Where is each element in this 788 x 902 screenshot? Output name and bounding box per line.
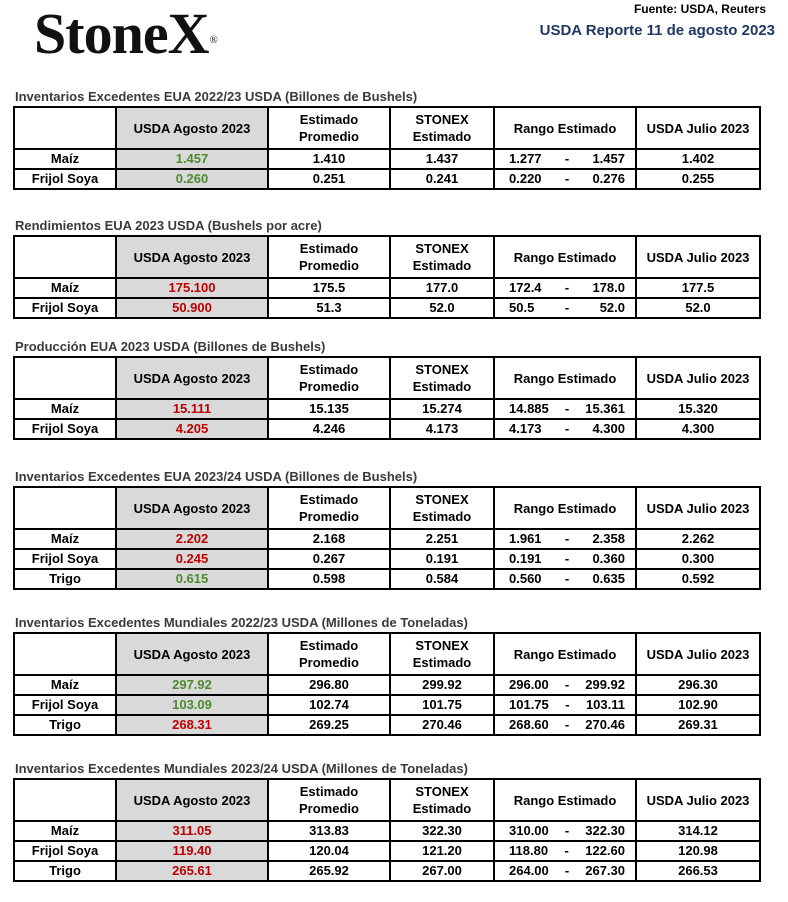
range-separator: - (564, 421, 570, 436)
value-stonex: 322.30 (390, 821, 494, 841)
header-stonex-estimado: STONEX Estimado (390, 487, 494, 529)
data-table (13, 356, 761, 440)
value-estimado-promedio: 120.04 (268, 841, 390, 861)
row-label: Trigo (14, 569, 116, 589)
value-estimado-promedio: 0.267 (268, 549, 390, 569)
value-rango (494, 419, 636, 439)
range-high: 122.60 (585, 843, 625, 858)
range-low: 1.961 (509, 531, 542, 546)
range-low: 0.560 (509, 571, 542, 586)
range-high: 0.635 (592, 571, 625, 586)
table-row (14, 529, 760, 549)
value-usda-agosto: 119.40 (116, 841, 268, 861)
range-separator: - (564, 823, 570, 838)
header-usda-julio: USDA Julio 2023 (636, 357, 760, 399)
section-title: Inventarios Excedentes Mundiales 2022/23 USDA (Millones de Toneladas) (15, 615, 468, 630)
table-row (14, 549, 760, 569)
header-rango-estimado: Rango Estimado (494, 236, 636, 278)
range-separator: - (564, 280, 570, 295)
value-usda-agosto: 1.457 (116, 149, 268, 169)
header-row (14, 236, 760, 278)
value-usda-agosto: 15.111 (116, 399, 268, 419)
range-low: 268.60 (509, 717, 549, 732)
value-stonex: 177.0 (390, 278, 494, 298)
table-row (14, 298, 760, 318)
value-usda-julio: 15.320 (636, 399, 760, 419)
value-rango (494, 169, 636, 189)
header-stonex-estimado: STONEX Estimado (390, 633, 494, 675)
range-separator: - (564, 677, 570, 692)
header-estimado-promedio: Estimado Promedio (268, 487, 390, 529)
header-usda-julio: USDA Julio 2023 (636, 107, 760, 149)
value-usda-julio: 0.255 (636, 169, 760, 189)
value-usda-agosto: 268.31 (116, 715, 268, 735)
registered-mark: ® (209, 34, 217, 46)
row-label: Maíz (14, 675, 116, 695)
value-usda-agosto: 265.61 (116, 861, 268, 881)
header-stonex-estimado: STONEX Estimado (390, 779, 494, 821)
table-row (14, 675, 760, 695)
header-usda-agosto: USDA Agosto 2023 (116, 779, 268, 821)
header-empty-cell (14, 357, 116, 399)
value-estimado-promedio: 2.168 (268, 529, 390, 549)
range-low: 0.220 (509, 171, 542, 186)
value-rango (494, 149, 636, 169)
report-section (13, 88, 761, 190)
data-table (13, 632, 761, 736)
value-estimado-promedio: 0.598 (268, 569, 390, 589)
header-empty-cell (14, 487, 116, 529)
value-rango (494, 675, 636, 695)
value-estimado-promedio: 313.83 (268, 821, 390, 841)
section-title: Rendimientos EUA 2023 USDA (Bushels por acre) (15, 218, 322, 233)
value-usda-julio: 269.31 (636, 715, 760, 735)
value-rango (494, 841, 636, 861)
value-usda-julio: 52.0 (636, 298, 760, 318)
header-stonex-estimado: STONEX Estimado (390, 357, 494, 399)
header-usda-julio: USDA Julio 2023 (636, 236, 760, 278)
value-usda-julio: 266.53 (636, 861, 760, 881)
value-rango (494, 821, 636, 841)
range-high: 0.360 (592, 551, 625, 566)
row-label: Maíz (14, 149, 116, 169)
table-row (14, 715, 760, 735)
header-estimado-promedio: Estimado Promedio (268, 633, 390, 675)
value-stonex: 0.584 (390, 569, 494, 589)
header-usda-agosto: USDA Agosto 2023 (116, 357, 268, 399)
row-label: Maíz (14, 399, 116, 419)
source-note: Fuente: USDA, Reuters (633, 2, 766, 16)
report-section (13, 468, 761, 590)
value-usda-agosto: 297.92 (116, 675, 268, 695)
header-rango-estimado: Rango Estimado (494, 107, 636, 149)
row-label: Frijol Soya (14, 841, 116, 861)
value-estimado-promedio: 265.92 (268, 861, 390, 881)
range-low: 118.80 (509, 843, 549, 858)
header-rango-estimado: Rango Estimado (494, 779, 636, 821)
data-table (13, 106, 761, 190)
range-separator: - (564, 717, 570, 732)
table-row (14, 399, 760, 419)
value-stonex: 101.75 (390, 695, 494, 715)
range-high: 103.11 (585, 697, 625, 712)
value-rango (494, 569, 636, 589)
value-usda-agosto: 4.205 (116, 419, 268, 439)
logo-text: StoneX (34, 1, 209, 66)
header-row (14, 357, 760, 399)
header-usda-agosto: USDA Agosto 2023 (116, 633, 268, 675)
table-row (14, 169, 760, 189)
header-usda-agosto: USDA Agosto 2023 (116, 236, 268, 278)
range-low: 101.75 (509, 697, 549, 712)
range-low: 1.277 (509, 151, 542, 166)
header-usda-julio: USDA Julio 2023 (636, 779, 760, 821)
section-title: Inventarios Excedentes EUA 2023/24 USDA (Billones de Bushels) (15, 469, 418, 484)
value-stonex: 0.241 (390, 169, 494, 189)
report-section (13, 338, 761, 440)
value-estimado-promedio: 296.80 (268, 675, 390, 695)
header-row (14, 107, 760, 149)
value-usda-agosto: 0.245 (116, 549, 268, 569)
range-low: 50.5 (509, 300, 535, 315)
data-table (13, 235, 761, 319)
header-usda-agosto: USDA Agosto 2023 (116, 487, 268, 529)
value-usda-julio: 296.30 (636, 675, 760, 695)
header-estimado-promedio: Estimado Promedio (268, 779, 390, 821)
value-usda-julio: 0.592 (636, 569, 760, 589)
range-separator: - (564, 571, 570, 586)
value-usda-julio: 102.90 (636, 695, 760, 715)
data-table (13, 486, 761, 590)
section-title: Producción EUA 2023 USDA (Billones de Bushels) (15, 339, 326, 354)
header-rango-estimado: Rango Estimado (494, 357, 636, 399)
range-separator: - (564, 843, 569, 858)
value-estimado-promedio: 1.410 (268, 149, 390, 169)
range-separator: - (565, 697, 570, 712)
range-low: 264.00 (509, 863, 549, 878)
row-label: Trigo (14, 715, 116, 735)
value-rango (494, 399, 636, 419)
header-row (14, 779, 760, 821)
report-section (13, 217, 761, 319)
range-separator: - (564, 531, 570, 546)
value-usda-julio: 177.5 (636, 278, 760, 298)
data-table (13, 778, 761, 882)
table-row (14, 821, 760, 841)
range-low: 4.173 (509, 421, 542, 436)
row-label: Frijol Soya (14, 695, 116, 715)
value-estimado-promedio: 15.135 (268, 399, 390, 419)
range-high: 267.30 (585, 863, 625, 878)
range-high: 270.46 (585, 717, 625, 732)
value-rango (494, 861, 636, 881)
value-rango (494, 298, 636, 318)
value-stonex: 267.00 (390, 861, 494, 881)
value-rango (494, 695, 636, 715)
value-usda-agosto: 311.05 (116, 821, 268, 841)
header-stonex-estimado: STONEX Estimado (390, 107, 494, 149)
header-usda-julio: USDA Julio 2023 (636, 487, 760, 529)
row-label: Trigo (14, 861, 116, 881)
stonex-logo (34, 1, 217, 66)
header-empty-cell (14, 107, 116, 149)
value-usda-agosto: 0.260 (116, 169, 268, 189)
value-usda-agosto: 0.615 (116, 569, 268, 589)
value-usda-julio: 0.300 (636, 549, 760, 569)
value-estimado-promedio: 175.5 (268, 278, 390, 298)
header-usda-julio: USDA Julio 2023 (636, 633, 760, 675)
range-low: 296.00 (509, 677, 549, 692)
range-separator: - (564, 300, 570, 315)
range-high: 0.276 (592, 171, 625, 186)
value-estimado-promedio: 4.246 (268, 419, 390, 439)
row-label: Maíz (14, 529, 116, 549)
value-usda-agosto: 175.100 (116, 278, 268, 298)
value-estimado-promedio: 269.25 (268, 715, 390, 735)
value-rango (494, 278, 636, 298)
value-stonex: 0.191 (390, 549, 494, 569)
report-section (13, 614, 761, 736)
row-label: Frijol Soya (14, 298, 116, 318)
range-high: 2.358 (592, 531, 625, 546)
header-empty-cell (14, 633, 116, 675)
table-row (14, 149, 760, 169)
section-title: Inventarios Excedentes EUA 2022/23 USDA (Billones de Bushels) (15, 89, 418, 104)
range-high: 52.0 (599, 300, 625, 315)
range-high: 15.361 (585, 401, 625, 416)
range-low: 172.4 (509, 280, 542, 295)
range-separator: - (564, 171, 570, 186)
header-estimado-promedio: Estimado Promedio (268, 357, 390, 399)
report-section (13, 760, 761, 882)
range-low: 14.885 (509, 401, 549, 416)
value-rango (494, 529, 636, 549)
value-rango (494, 715, 636, 735)
table-row (14, 569, 760, 589)
report-title: USDA Reporte 11 de agosto 2023 (539, 22, 775, 39)
value-stonex: 15.274 (390, 399, 494, 419)
value-usda-julio: 2.262 (636, 529, 760, 549)
range-high: 1.457 (592, 151, 625, 166)
range-high: 299.92 (585, 677, 625, 692)
header-stonex-estimado: STONEX Estimado (390, 236, 494, 278)
table-row (14, 841, 760, 861)
range-high: 178.0 (592, 280, 625, 295)
value-stonex: 2.251 (390, 529, 494, 549)
value-stonex: 4.173 (390, 419, 494, 439)
row-label: Frijol Soya (14, 419, 116, 439)
header-rango-estimado: Rango Estimado (494, 633, 636, 675)
value-estimado-promedio: 0.251 (268, 169, 390, 189)
value-usda-agosto: 2.202 (116, 529, 268, 549)
value-estimado-promedio: 102.74 (268, 695, 390, 715)
range-high: 4.300 (592, 421, 625, 436)
header-rango-estimado: Rango Estimado (494, 487, 636, 529)
value-rango (494, 549, 636, 569)
row-label: Frijol Soya (14, 549, 116, 569)
table-row (14, 695, 760, 715)
row-label: Maíz (14, 821, 116, 841)
header-usda-agosto: USDA Agosto 2023 (116, 107, 268, 149)
header-estimado-promedio: Estimado Promedio (268, 107, 390, 149)
table-row (14, 419, 760, 439)
value-usda-agosto: 50.900 (116, 298, 268, 318)
value-usda-julio: 314.12 (636, 821, 760, 841)
row-label: Frijol Soya (14, 169, 116, 189)
value-usda-agosto: 103.09 (116, 695, 268, 715)
value-usda-julio: 120.98 (636, 841, 760, 861)
header-empty-cell (14, 779, 116, 821)
section-title: Inventarios Excedentes Mundiales 2023/24 USDA (Millones de Toneladas) (15, 761, 468, 776)
value-stonex: 1.437 (390, 149, 494, 169)
header-row (14, 487, 760, 529)
range-separator: - (564, 151, 570, 166)
range-low: 310.00 (509, 823, 549, 838)
value-usda-julio: 1.402 (636, 149, 760, 169)
value-stonex: 52.0 (390, 298, 494, 318)
header-estimado-promedio: Estimado Promedio (268, 236, 390, 278)
value-usda-julio: 4.300 (636, 419, 760, 439)
range-separator: - (564, 551, 570, 566)
range-separator: - (564, 863, 570, 878)
range-separator: - (564, 401, 570, 416)
range-low: 0.191 (509, 551, 542, 566)
header-row (14, 633, 760, 675)
value-stonex: 299.92 (390, 675, 494, 695)
value-stonex: 121.20 (390, 841, 494, 861)
value-stonex: 270.46 (390, 715, 494, 735)
range-high: 322.30 (585, 823, 625, 838)
header-empty-cell (14, 236, 116, 278)
table-row (14, 278, 760, 298)
value-estimado-promedio: 51.3 (268, 298, 390, 318)
table-row (14, 861, 760, 881)
row-label: Maíz (14, 278, 116, 298)
